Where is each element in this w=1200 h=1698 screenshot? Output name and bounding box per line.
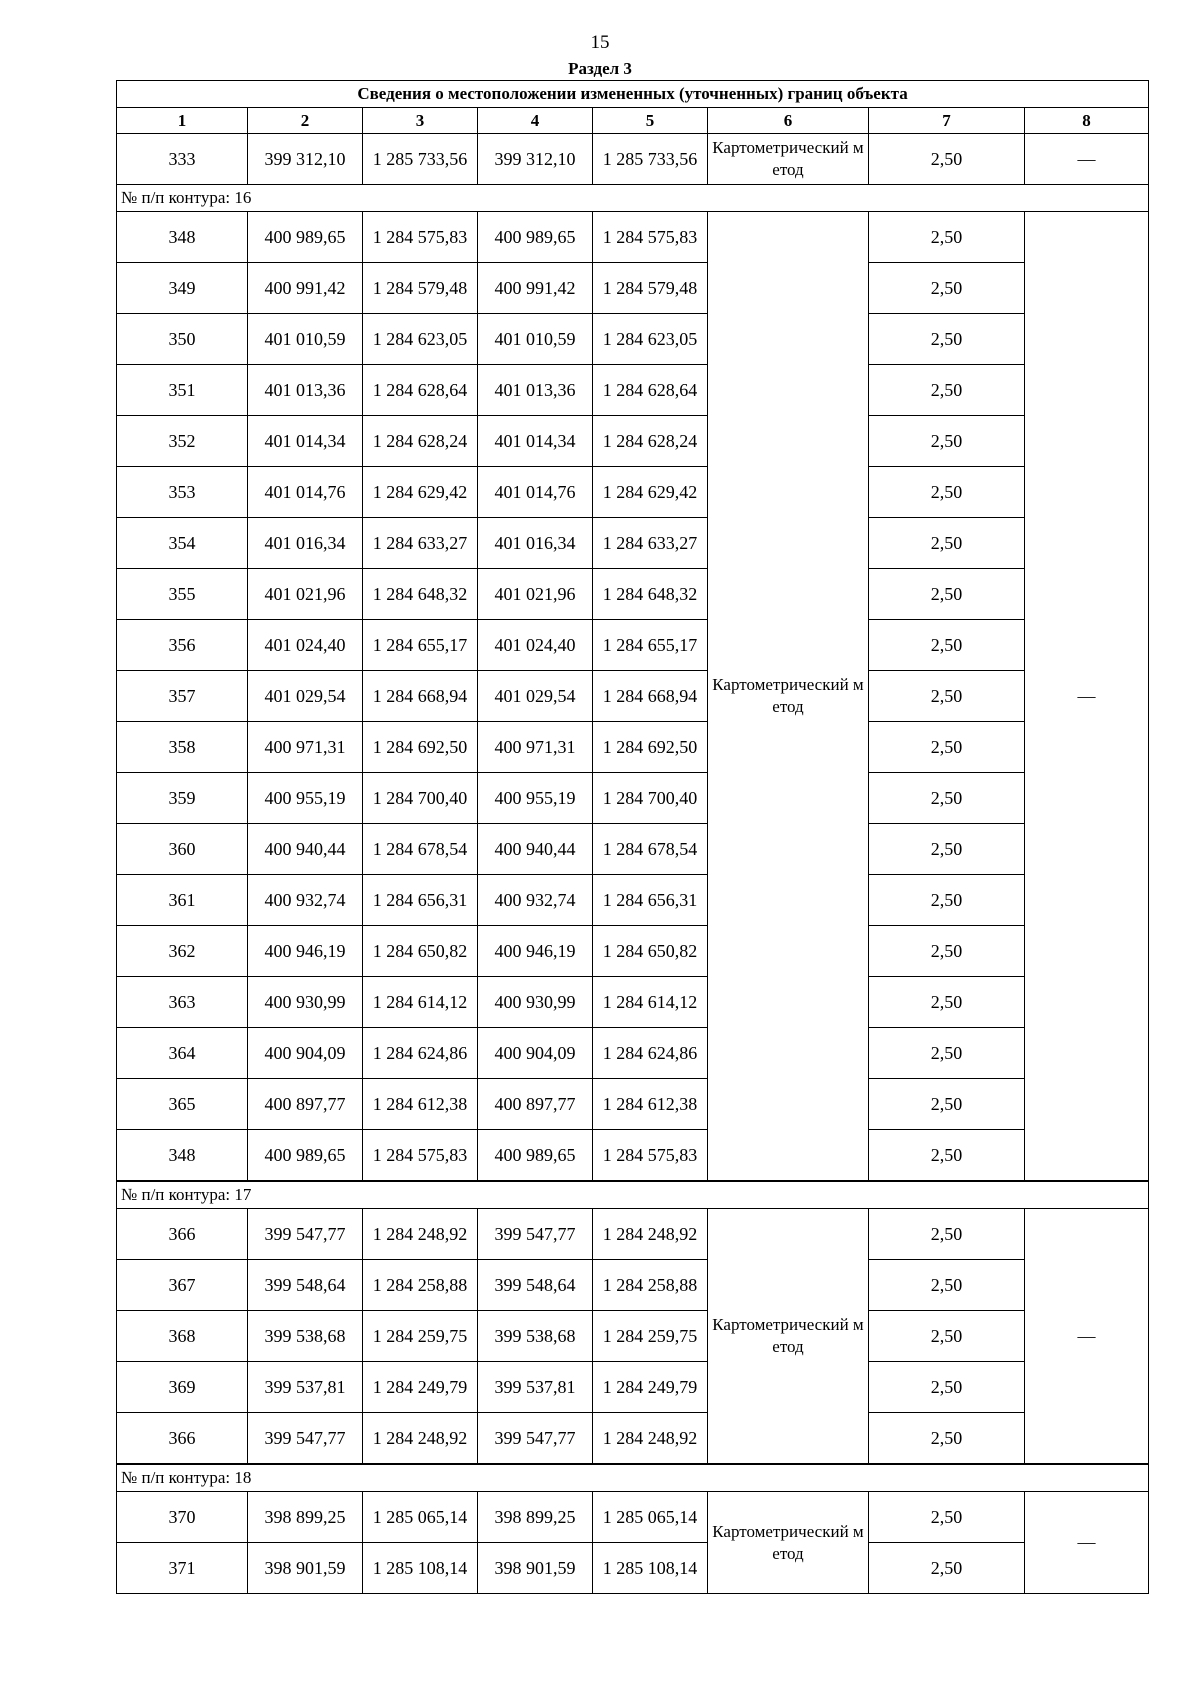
contour-label: № п/п контура: 18 [117, 1464, 1149, 1492]
contour-header-row [117, 1464, 1149, 1492]
coordinate-cell: 1 284 575,83 [593, 212, 708, 263]
column-number: 5 [593, 108, 708, 134]
point-number-cell: 364 [117, 1028, 248, 1079]
accuracy-cell: 2,50 [869, 518, 1025, 569]
coordinate-cell: 400 897,77 [248, 1079, 363, 1130]
coordinate-cell: 1 284 579,48 [363, 263, 478, 314]
coordinate-cell: 1 285 065,14 [363, 1492, 478, 1543]
accuracy-cell: 2,50 [869, 671, 1025, 722]
point-number-cell: 359 [117, 773, 248, 824]
table-caption: Сведения о местоположении измененных (уточненных) границ объекта [117, 81, 1149, 108]
coordinate-cell: 400 897,77 [478, 1079, 593, 1130]
point-number-cell: 358 [117, 722, 248, 773]
table-row [117, 671, 1149, 722]
coordinate-cell: 1 285 108,14 [593, 1543, 708, 1594]
accuracy-cell: 2,50 [869, 620, 1025, 671]
coordinate-cell: 401 016,34 [248, 518, 363, 569]
coordinate-cell: 400 989,65 [248, 212, 363, 263]
method-cell [708, 1492, 869, 1594]
coordinate-cell: 1 284 258,88 [593, 1260, 708, 1311]
coordinate-cell: 400 971,31 [248, 722, 363, 773]
column-8-cell: — [1025, 1209, 1149, 1465]
point-number-cell: 369 [117, 1362, 248, 1413]
accuracy-cell: 2,50 [869, 314, 1025, 365]
coordinate-cell: 1 284 612,38 [363, 1079, 478, 1130]
coordinate-cell: 399 312,10 [248, 134, 363, 185]
coordinate-cell: 1 284 700,40 [593, 773, 708, 824]
table-row [117, 1311, 1149, 1362]
coordinate-cell: 399 547,77 [478, 1413, 593, 1465]
point-number-cell: 354 [117, 518, 248, 569]
coordinate-cell: 1 284 579,48 [593, 263, 708, 314]
coordinate-cell: 1 284 623,05 [363, 314, 478, 365]
accuracy-cell: 2,50 [869, 1209, 1025, 1260]
column-number: 1 [117, 108, 248, 134]
table-row [117, 314, 1149, 365]
contour-label: № п/п контура: 17 [117, 1181, 1149, 1209]
coordinate-cell: 401 013,36 [478, 365, 593, 416]
column-number: 4 [478, 108, 593, 134]
coordinate-cell: 398 899,25 [478, 1492, 593, 1543]
accuracy-cell: 2,50 [869, 416, 1025, 467]
method-text: Картометрический метод [712, 138, 864, 179]
point-number-cell: 371 [117, 1543, 248, 1594]
coordinate-cell: 400 904,09 [248, 1028, 363, 1079]
coordinate-cell: 1 285 733,56 [593, 134, 708, 185]
coordinate-cell: 400 989,65 [478, 1130, 593, 1182]
coordinate-cell: 400 989,65 [478, 212, 593, 263]
coordinate-cell: 400 955,19 [478, 773, 593, 824]
coordinate-cell: 398 901,59 [248, 1543, 363, 1594]
point-number-cell: 348 [117, 212, 248, 263]
boundary-coordinates-table [116, 80, 1149, 1594]
table-row [117, 773, 1149, 824]
point-number-cell: 351 [117, 365, 248, 416]
coordinate-cell: 398 901,59 [478, 1543, 593, 1594]
table-row [117, 467, 1149, 518]
table-row [117, 926, 1149, 977]
coordinate-cell: 400 971,31 [478, 722, 593, 773]
table-row [117, 518, 1149, 569]
coordinate-cell: 399 548,64 [478, 1260, 593, 1311]
coordinate-cell: 1 284 575,83 [363, 212, 478, 263]
coordinate-cell: 1 284 628,64 [593, 365, 708, 416]
coordinate-cell: 1 284 612,38 [593, 1079, 708, 1130]
coordinate-cell: 1 284 249,79 [363, 1362, 478, 1413]
method-text: Картометрический метод [712, 675, 864, 716]
column-number: 8 [1025, 108, 1149, 134]
coordinate-cell: 1 284 248,92 [593, 1209, 708, 1260]
accuracy-cell: 2,50 [869, 467, 1025, 518]
table-row [117, 365, 1149, 416]
coordinate-cell: 1 284 259,75 [363, 1311, 478, 1362]
point-number-cell: 349 [117, 263, 248, 314]
column-number-row [117, 108, 1149, 134]
point-number-cell: 360 [117, 824, 248, 875]
accuracy-cell: 2,50 [869, 1028, 1025, 1079]
accuracy-cell: 2,50 [869, 926, 1025, 977]
table-row [117, 1362, 1149, 1413]
method-cell [708, 134, 869, 185]
coordinate-cell: 1 284 259,75 [593, 1311, 708, 1362]
page-number: 15 [590, 32, 610, 53]
table-row [117, 1079, 1149, 1130]
coordinate-cell: 1 284 655,17 [593, 620, 708, 671]
accuracy-cell: 2,50 [869, 212, 1025, 263]
coordinate-cell: 398 899,25 [248, 1492, 363, 1543]
contour-label: № п/п контура: 16 [117, 185, 1149, 212]
coordinate-cell: 1 284 258,88 [363, 1260, 478, 1311]
coordinate-cell: 1 284 668,94 [593, 671, 708, 722]
point-number-cell: 352 [117, 416, 248, 467]
coordinate-cell: 399 538,68 [248, 1311, 363, 1362]
table-row [117, 722, 1149, 773]
accuracy-cell: 2,50 [869, 722, 1025, 773]
coordinate-cell: 399 547,77 [248, 1209, 363, 1260]
point-number-cell: 348 [117, 1130, 248, 1182]
point-number-cell: 367 [117, 1260, 248, 1311]
column-number: 3 [363, 108, 478, 134]
coordinate-cell: 1 284 648,32 [593, 569, 708, 620]
accuracy-cell: 2,50 [869, 1543, 1025, 1594]
coordinate-cell: 400 991,42 [248, 263, 363, 314]
method-cell [708, 1209, 869, 1465]
table-row [117, 134, 1149, 185]
coordinate-cell: 400 904,09 [478, 1028, 593, 1079]
coordinate-cell: 401 014,34 [478, 416, 593, 467]
accuracy-cell: 2,50 [869, 1260, 1025, 1311]
table-row [117, 1130, 1149, 1182]
column-number: 7 [869, 108, 1025, 134]
table-row [117, 875, 1149, 926]
table-row [117, 416, 1149, 467]
coordinate-cell: 1 284 633,27 [593, 518, 708, 569]
coordinate-cell: 1 284 678,54 [593, 824, 708, 875]
coordinate-cell: 1 284 623,05 [593, 314, 708, 365]
table-row [117, 212, 1149, 263]
coordinate-cell: 400 946,19 [248, 926, 363, 977]
accuracy-cell: 2,50 [869, 134, 1025, 185]
coordinate-cell: 400 940,44 [478, 824, 593, 875]
coordinate-cell: 1 284 575,83 [363, 1130, 478, 1182]
point-number-cell: 356 [117, 620, 248, 671]
point-number-cell: 333 [117, 134, 248, 185]
section-title: Раздел 3 [568, 59, 632, 78]
coordinate-cell: 1 284 650,82 [363, 926, 478, 977]
coordinate-cell: 1 284 668,94 [363, 671, 478, 722]
coordinate-cell: 401 021,96 [248, 569, 363, 620]
accuracy-cell: 2,50 [869, 1492, 1025, 1543]
coordinate-cell: 401 016,34 [478, 518, 593, 569]
coordinate-cell: 1 285 733,56 [363, 134, 478, 185]
coordinate-cell: 401 013,36 [248, 365, 363, 416]
coordinate-cell: 1 284 656,31 [363, 875, 478, 926]
point-number-cell: 353 [117, 467, 248, 518]
coordinate-cell: 1 284 624,86 [593, 1028, 708, 1079]
coordinate-cell: 400 932,74 [478, 875, 593, 926]
coordinate-cell: 400 991,42 [478, 263, 593, 314]
coordinate-cell: 1 284 678,54 [363, 824, 478, 875]
point-number-cell: 363 [117, 977, 248, 1028]
method-text: Картометрический метод [712, 1521, 864, 1563]
accuracy-cell: 2,50 [869, 1362, 1025, 1413]
accuracy-cell: 2,50 [869, 263, 1025, 314]
column-number: 6 [708, 108, 869, 134]
point-number-cell: 355 [117, 569, 248, 620]
accuracy-cell: 2,50 [869, 1311, 1025, 1362]
coordinate-cell: 1 284 248,92 [363, 1413, 478, 1465]
coordinate-cell: 1 284 648,32 [363, 569, 478, 620]
coordinate-cell: 1 284 628,24 [363, 416, 478, 467]
point-number-cell: 366 [117, 1413, 248, 1465]
coordinate-cell: 401 029,54 [478, 671, 593, 722]
column-8-cell: — [1025, 1492, 1149, 1594]
table-row [117, 1413, 1149, 1465]
coordinate-cell: 1 284 656,31 [593, 875, 708, 926]
coordinate-cell: 399 548,64 [248, 1260, 363, 1311]
coordinate-cell: 1 284 248,92 [593, 1413, 708, 1465]
point-number-cell: 362 [117, 926, 248, 977]
coordinate-cell: 399 547,77 [478, 1209, 593, 1260]
coordinate-cell: 399 547,77 [248, 1413, 363, 1465]
coordinate-cell: 1 284 249,79 [593, 1362, 708, 1413]
table-row [117, 620, 1149, 671]
table-row [117, 977, 1149, 1028]
accuracy-cell: 2,50 [869, 977, 1025, 1028]
point-number-cell: 370 [117, 1492, 248, 1543]
coordinate-cell: 401 010,59 [478, 314, 593, 365]
coordinate-cell: 1 284 614,12 [593, 977, 708, 1028]
coordinate-cell: 401 010,59 [248, 314, 363, 365]
table-row [117, 569, 1149, 620]
method-cell [708, 212, 869, 1182]
accuracy-cell: 2,50 [869, 1079, 1025, 1130]
coordinate-cell: 399 538,68 [478, 1311, 593, 1362]
coordinate-cell: 400 955,19 [248, 773, 363, 824]
table-row [117, 824, 1149, 875]
coordinate-cell: 400 946,19 [478, 926, 593, 977]
accuracy-cell: 2,50 [869, 1130, 1025, 1182]
coordinate-cell: 400 932,74 [248, 875, 363, 926]
coordinate-cell: 1 285 108,14 [363, 1543, 478, 1594]
coordinate-cell: 401 021,96 [478, 569, 593, 620]
coordinate-cell: 1 284 628,24 [593, 416, 708, 467]
accuracy-cell: 2,50 [869, 1413, 1025, 1465]
coordinate-cell: 1 284 692,50 [363, 722, 478, 773]
coordinate-cell: 1 284 628,64 [363, 365, 478, 416]
coordinate-cell: 1 284 700,40 [363, 773, 478, 824]
table-row [117, 1028, 1149, 1079]
coordinate-cell: 1 284 650,82 [593, 926, 708, 977]
coordinate-cell: 399 537,81 [248, 1362, 363, 1413]
point-number-cell: 368 [117, 1311, 248, 1362]
coordinate-cell: 401 024,40 [248, 620, 363, 671]
coordinate-cell: 1 284 629,42 [363, 467, 478, 518]
coordinate-cell: 1 284 614,12 [363, 977, 478, 1028]
contour-header-row [117, 1181, 1149, 1209]
point-number-cell: 365 [117, 1079, 248, 1130]
accuracy-cell: 2,50 [869, 365, 1025, 416]
point-number-cell: 357 [117, 671, 248, 722]
coordinate-cell: 1 284 575,83 [593, 1130, 708, 1182]
method-text: Картометрический метод [712, 1315, 864, 1356]
coordinate-cell: 400 989,65 [248, 1130, 363, 1182]
column-8-cell: — [1025, 212, 1149, 1182]
contour-header-row [117, 185, 1149, 212]
coordinate-cell: 399 312,10 [478, 134, 593, 185]
coordinate-cell: 400 930,99 [248, 977, 363, 1028]
column-8-cell: — [1025, 134, 1149, 185]
table-row [117, 263, 1149, 314]
coordinate-cell: 1 284 655,17 [363, 620, 478, 671]
table-row [117, 1209, 1149, 1260]
accuracy-cell: 2,50 [869, 569, 1025, 620]
accuracy-cell: 2,50 [869, 824, 1025, 875]
coordinate-cell: 400 940,44 [248, 824, 363, 875]
point-number-cell: 361 [117, 875, 248, 926]
accuracy-cell: 2,50 [869, 875, 1025, 926]
coordinate-cell: 401 014,76 [248, 467, 363, 518]
coordinate-cell: 1 284 692,50 [593, 722, 708, 773]
column-number: 2 [248, 108, 363, 134]
coordinate-cell: 1 284 629,42 [593, 467, 708, 518]
table-row [117, 1260, 1149, 1311]
point-number-cell: 366 [117, 1209, 248, 1260]
point-number-cell: 350 [117, 314, 248, 365]
coordinate-cell: 399 537,81 [478, 1362, 593, 1413]
accuracy-cell: 2,50 [869, 773, 1025, 824]
coordinate-cell: 400 930,99 [478, 977, 593, 1028]
table-row [117, 1492, 1149, 1543]
table-row [117, 1543, 1149, 1594]
coordinate-cell: 1 284 624,86 [363, 1028, 478, 1079]
coordinate-cell: 401 024,40 [478, 620, 593, 671]
coordinate-cell: 1 284 633,27 [363, 518, 478, 569]
coordinate-cell: 401 014,76 [478, 467, 593, 518]
coordinate-cell: 1 284 248,92 [363, 1209, 478, 1260]
coordinate-cell: 401 029,54 [248, 671, 363, 722]
coordinate-cell: 1 285 065,14 [593, 1492, 708, 1543]
coordinate-cell: 401 014,34 [248, 416, 363, 467]
